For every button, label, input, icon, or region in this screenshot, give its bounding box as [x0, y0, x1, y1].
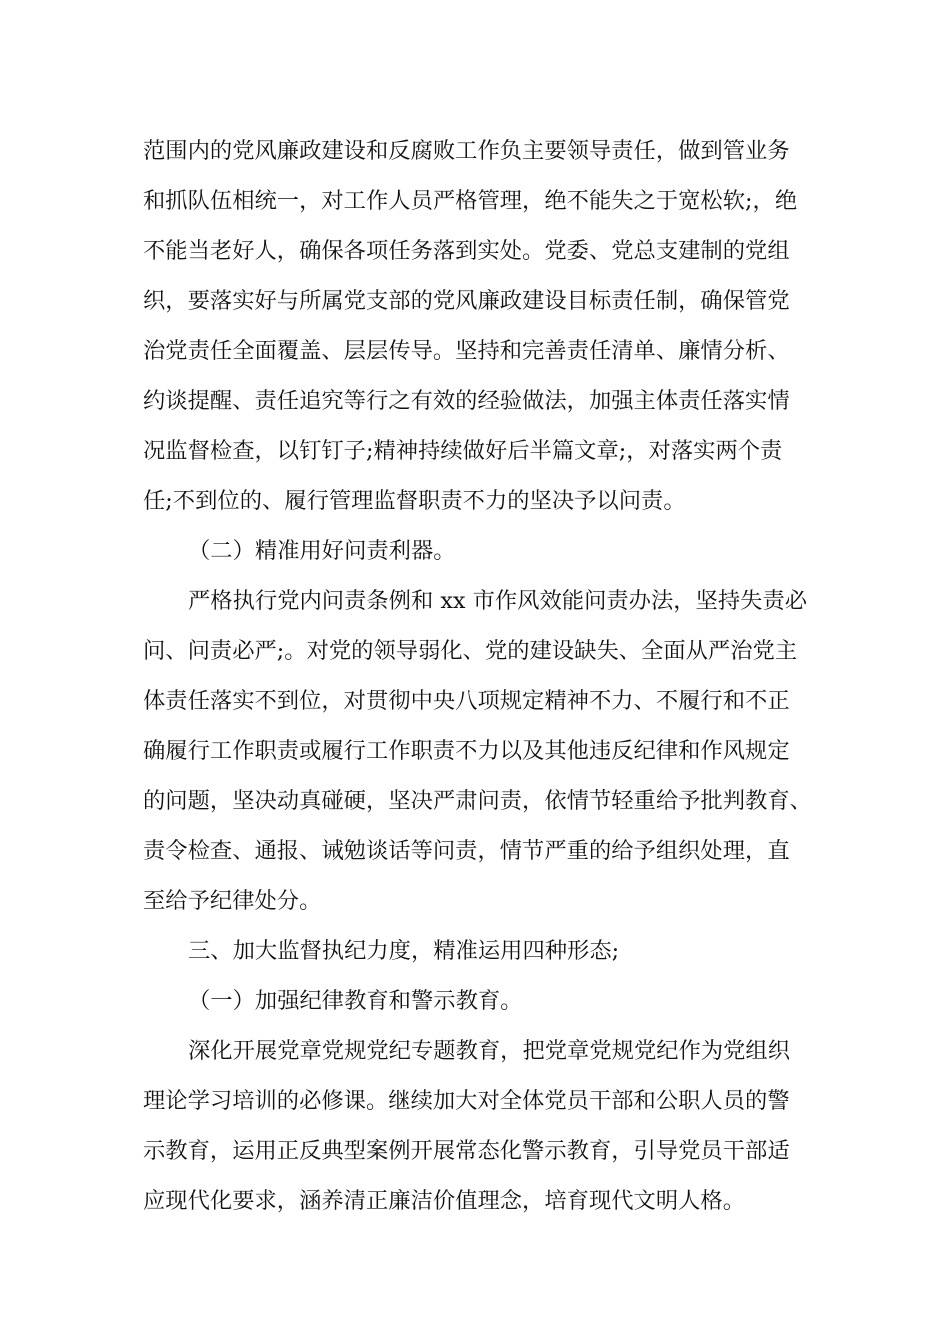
text-line: 和抓队伍相统一，对工作人员严格管理，绝不能失之于宽松软;，绝 — [143, 188, 798, 214]
text-line: 治党责任全面覆盖、层层传导。坚持和完善责任清单、廉情分析、 — [143, 338, 790, 364]
section-heading: 三、加大监督执纪力度，精准运用四种形态; — [188, 938, 620, 964]
text-line: 应现代化要求，涵养清正廉洁价值理念，培育现代文明人格。 — [143, 1188, 746, 1214]
text-line: 范围内的党风廉政建设和反腐败工作负主要领导责任，做到管业务 — [143, 138, 790, 164]
text-line: 任;不到位的、履行管理监督职责不力的坚决予以问责。 — [143, 488, 686, 514]
text-line: 至给予纪律处分。 — [143, 888, 322, 914]
text-line: 示教育，运用正反典型案例开展常态化警示教育，引导党员干部适 — [143, 1138, 790, 1164]
document-body — [143, 126, 829, 1226]
text-line: 约谈提醒、责任追究等行之有效的经验做法，加强主体责任落实情 — [143, 388, 790, 414]
section-heading: （二）精准用好问责利器。 — [188, 538, 456, 564]
text-line: 责令检查、通报、诫勉谈话等问责，情节严重的给予组织处理，直 — [143, 838, 790, 864]
text-line: 确履行工作职责或履行工作职责不力以及其他违反纪律和作风规定 — [143, 738, 790, 764]
text-line: 不能当老好人，确保各项任务落到实处。党委、党总支建制的党组 — [143, 238, 790, 264]
text-line: 况监督检查，以钉钉子;精神持续做好后半篇文章;，对落实两个责 — [143, 438, 783, 464]
text-line: 深化开展党章党规党纪专题教育，把党章党规党纪作为党组织 — [188, 1038, 791, 1064]
text-line: 的问题，坚决动真碰硬，坚决严肃问责，依情节轻重给予批判教育、 — [143, 788, 812, 814]
text-line: 体责任落实不到位，对贯彻中央八项规定精神不力、不履行和不正 — [143, 688, 790, 714]
subsection-heading: （一）加强纪律教育和警示教育。 — [188, 988, 523, 1014]
text-line: 织，要落实好与所属党支部的党风廉政建设目标责任制，确保管党 — [143, 288, 790, 314]
text-line: 理论学习培训的必修课。继续加大对全体党员干部和公职人员的警 — [143, 1088, 790, 1114]
text-line: 问、问责必严;。对党的领导弱化、党的建设缺失、全面从严治党主 — [143, 638, 798, 664]
text-line: 严格执行党内问责条例和 xx 市作风效能问责办法，坚持失责必 — [188, 588, 808, 614]
